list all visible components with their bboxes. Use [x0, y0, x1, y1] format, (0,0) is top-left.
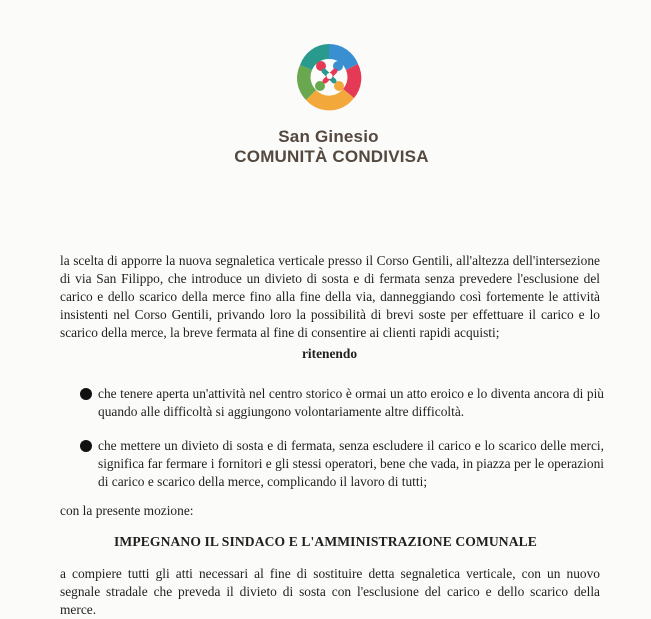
paragraph-intro: la scelta di apporre la nuova segnaletica verticale presso il Corso Gentili, all'altezza dell'intersezione di via San Filippo, che introduce un divieto di sosta e di fermata senza prevedere l'esclusione del carico e dello scarico della merce fino alla fine della via, danneggiando così fortemente le attività insistenti nel Corso Gentili, privando loro la possibilità di brevi soste per effettuare il carico e lo scarico della merce, la breve fermata al fine di consentire ai clienti rapidi acquisti; — [60, 253, 600, 340]
org-tagline: COMUNITÀ CONDIVISA — [234, 147, 429, 166]
org-name: San Ginesio — [278, 127, 379, 146]
heading-ritenendo: ritenendo — [301, 346, 358, 361]
list-item-text: che tenere aperta un'attività nel centro storico è ormai un atto eroico e lo diventa ancora di più quando alle difficoltà si aggiungono volontariamente altre difficoltà. — [98, 386, 604, 419]
paragraph-mozione: con la presente mozione: — [60, 503, 194, 518]
bullet-icon — [80, 440, 92, 452]
logo-icon — [294, 40, 364, 114]
paragraph-conclusion: a compiere tutti gli atti necessari al fine di sostituire detta segnaletica verticale, con un nuovo segnale stradale che preveda il divieto di sosta con l'esclusione del carico e dello scarico della merce. — [60, 566, 600, 617]
bullet-icon — [80, 388, 92, 400]
heading-impegnano: IMPEGNANO IL SINDACO E L'AMMINISTRAZIONE COMUNALE — [114, 534, 537, 549]
list-item-text: che mettere un divieto di sosta e di fermata, senza escludere il carico e lo scarico delle merci, significa far fermare i fornitori e gli stessi operatori, bene che vada, in piazza per le operazioni di carico e scarico della merce, complicando il lavoro di tutti; — [98, 438, 604, 489]
